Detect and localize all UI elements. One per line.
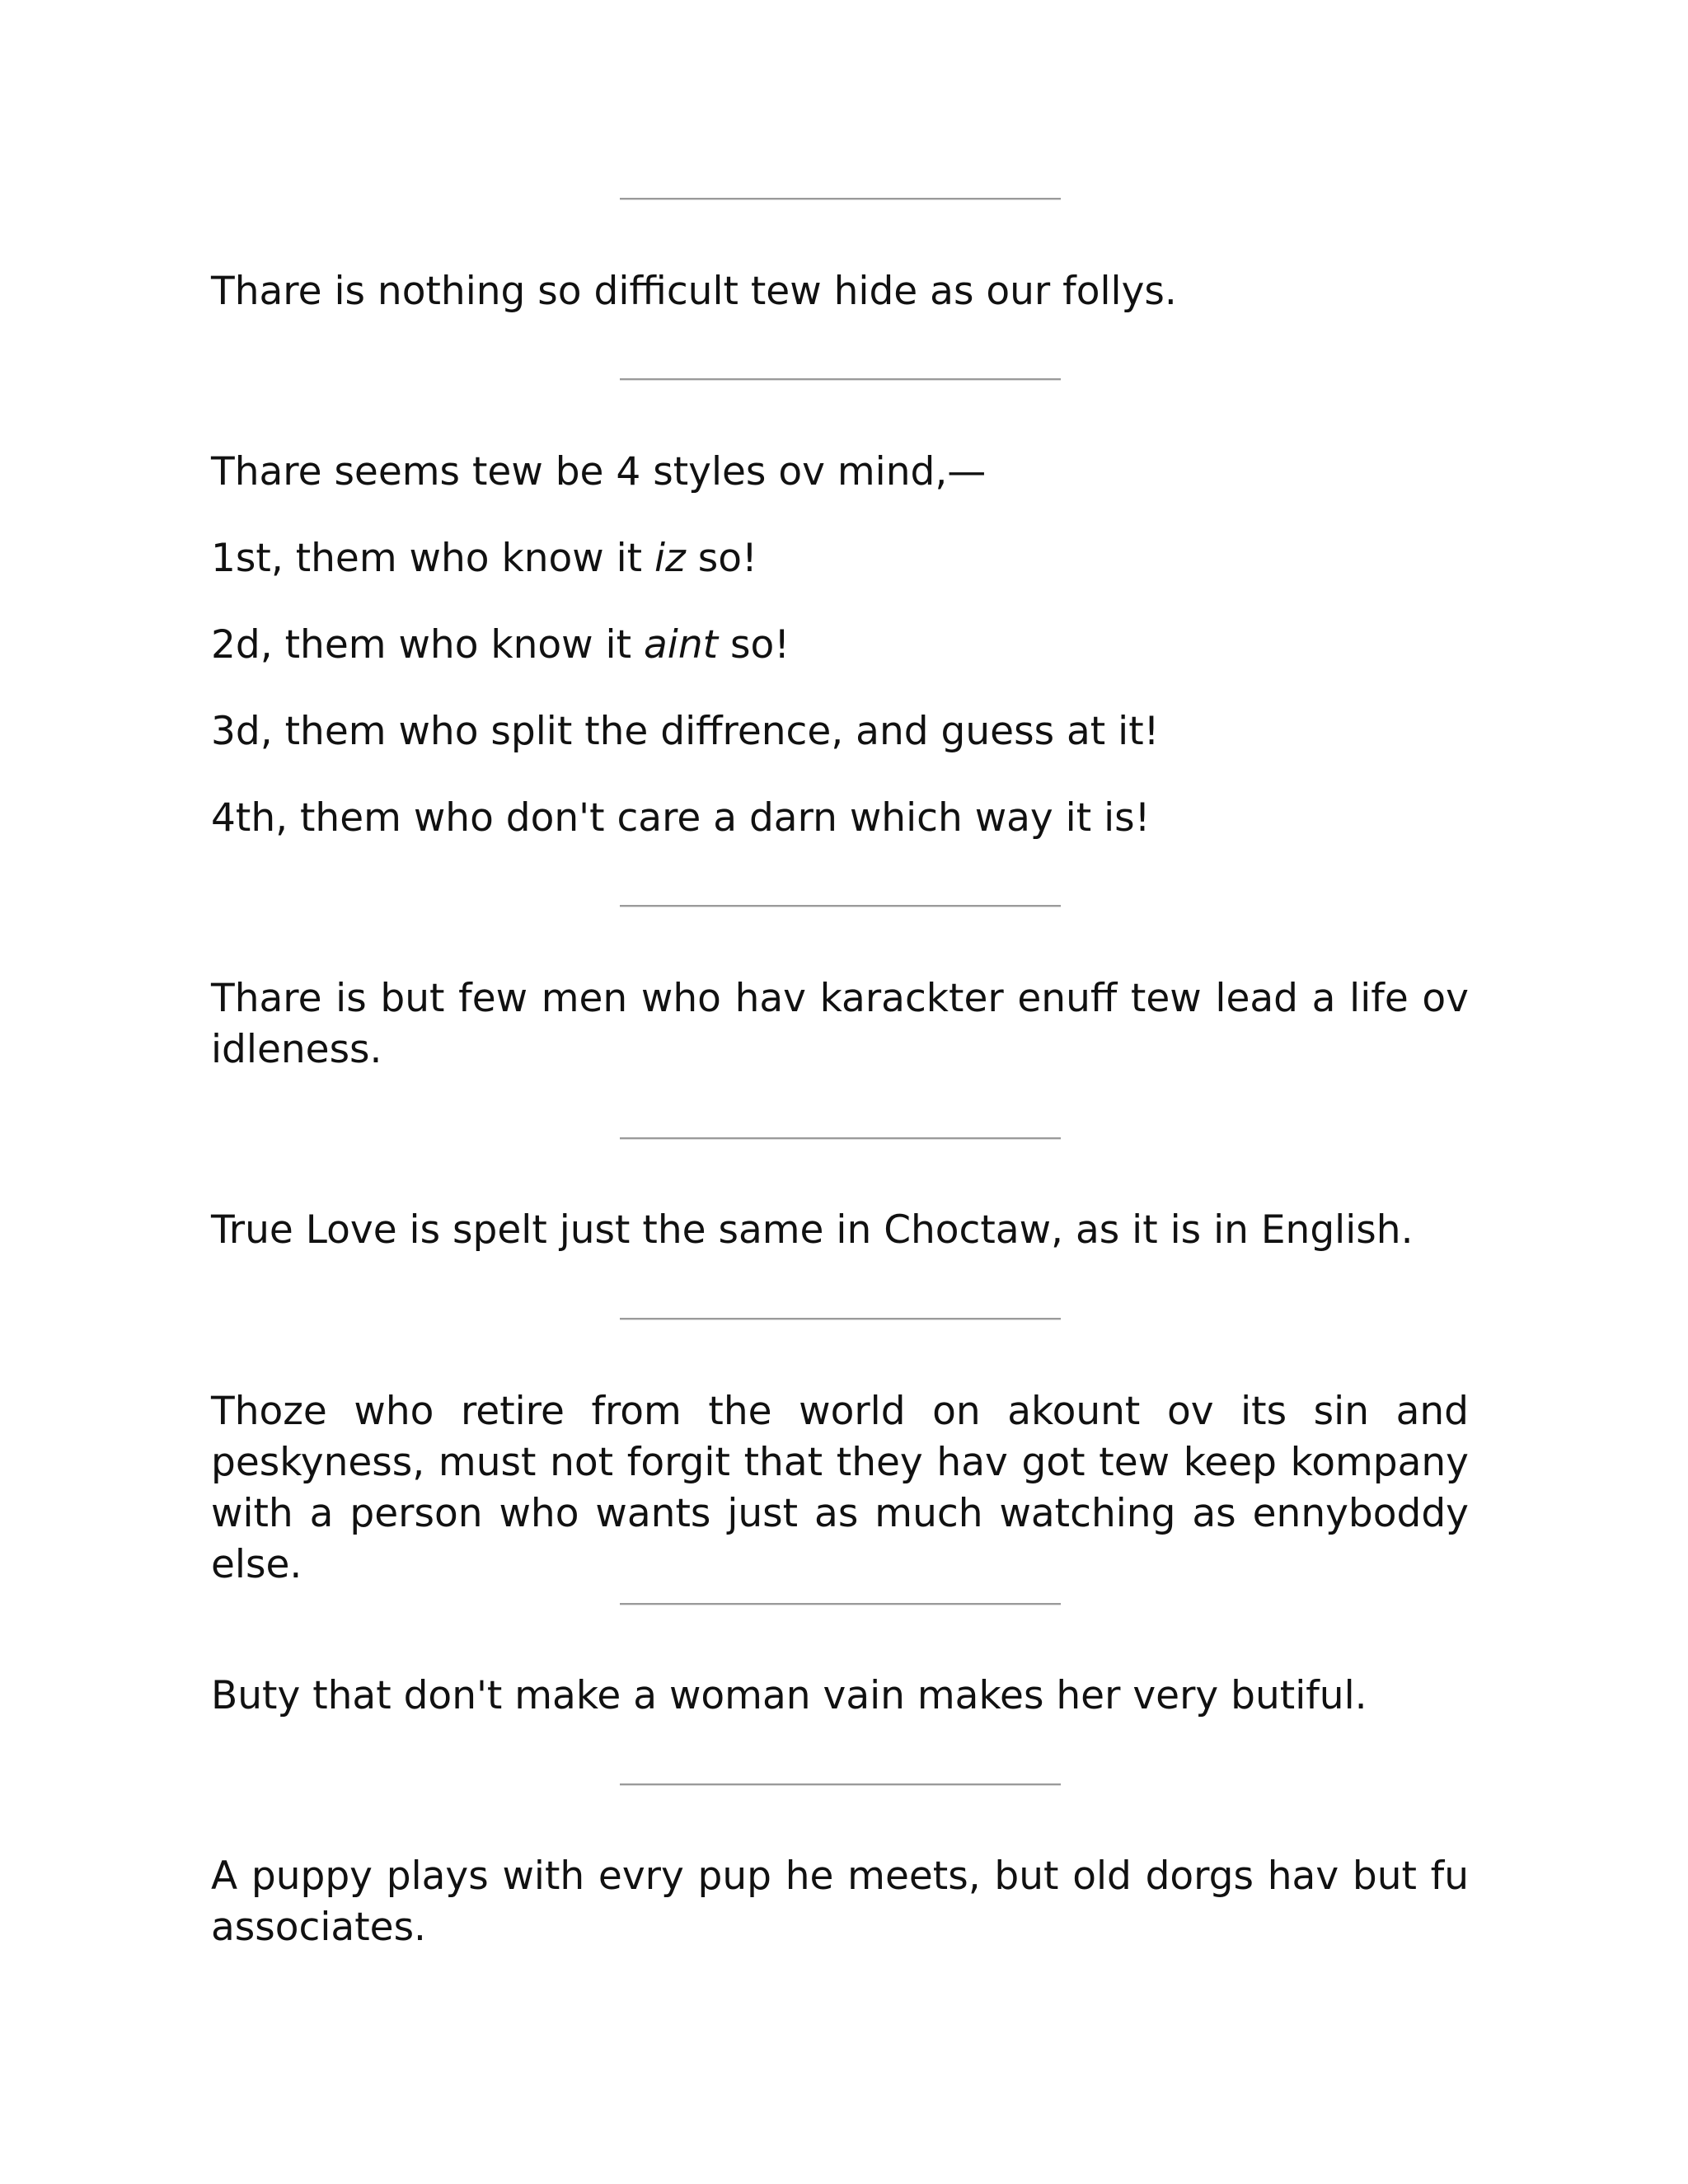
emphasis-text: iz	[654, 536, 686, 581]
styles-intro: Thare seems tew be 4 styles ov mind,—	[211, 449, 987, 494]
section-divider	[620, 1137, 1061, 1140]
style-item: 1st, them who know it iz so!	[211, 536, 757, 581]
saying-paragraph: Thare is nothing so difficult tew hide as our follys.	[211, 269, 1177, 314]
saying-paragraph: Thare is but few men who hav karackter enuff tew lead a life ov idleness.	[211, 976, 1469, 1072]
section-divider	[620, 1783, 1061, 1786]
saying-paragraph: Buty that don't make a woman vain makes her very butiful.	[211, 1673, 1367, 1718]
style-item: 2d, them who know it aint so!	[211, 622, 790, 668]
saying-paragraph: A puppy plays with evry pup he meets, but old dorgs hav but fu associates.	[211, 1854, 1469, 1950]
section-divider	[620, 905, 1061, 907]
section-divider	[620, 198, 1061, 200]
style-item: 4th, them who don't care a darn which way it is!	[211, 795, 1151, 841]
section-divider	[620, 1318, 1061, 1320]
section-divider	[620, 1603, 1061, 1605]
saying-paragraph: True Love is spelt just the same in Choctaw, as it is in English.	[211, 1207, 1414, 1253]
section-divider	[620, 378, 1061, 381]
saying-paragraph: Thoze who retire from the world on akount ov its sin and peskyness, must not forgit that they hav got tew keep kompany with a person who wants just as much watching as ennyboddy else.	[211, 1389, 1469, 1587]
emphasis-text: aint	[643, 622, 719, 668]
style-item: 3d, them who split the diffrence, and guess at it!	[211, 709, 1160, 754]
